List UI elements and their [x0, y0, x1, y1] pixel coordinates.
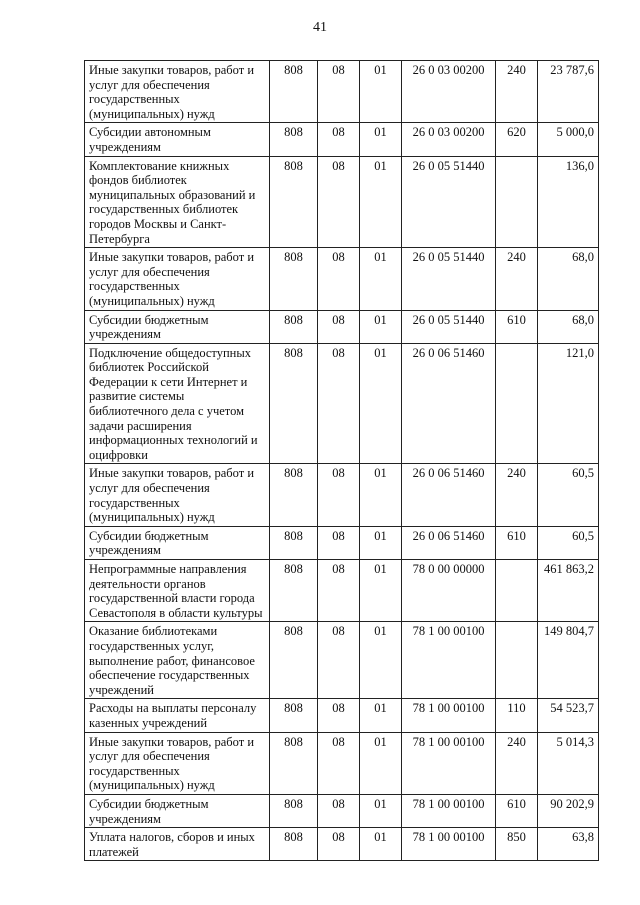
row-rz-cell: 08	[318, 699, 360, 732]
row-vr-cell	[496, 156, 538, 248]
row-csr-cell: 78 1 00 00100	[402, 794, 496, 827]
row-name-cell: Субсидии автономным учреждениям	[85, 123, 270, 156]
row-rz-cell: 08	[318, 732, 360, 794]
row-rz-cell: 08	[318, 794, 360, 827]
row-gr-cell: 808	[270, 622, 318, 699]
row-csr-cell: 26 0 05 51440	[402, 248, 496, 310]
row-gr-cell: 808	[270, 526, 318, 559]
row-vr-cell: 610	[496, 526, 538, 559]
row-vr-cell: 240	[496, 61, 538, 123]
row-vr-cell: 240	[496, 732, 538, 794]
row-pr-cell: 01	[360, 732, 402, 794]
row-pr-cell: 01	[360, 343, 402, 464]
row-sum-cell: 63,8	[538, 828, 599, 861]
row-csr-cell: 26 0 06 51460	[402, 464, 496, 526]
row-pr-cell: 01	[360, 828, 402, 861]
row-name-cell: Расходы на выплаты персоналу казенных учреждений	[85, 699, 270, 732]
table-row	[85, 794, 599, 827]
row-vr-cell: 620	[496, 123, 538, 156]
row-vr-cell: 240	[496, 248, 538, 310]
row-rz-cell: 08	[318, 828, 360, 861]
table-row	[85, 560, 599, 622]
table-row	[85, 699, 599, 732]
row-pr-cell: 01	[360, 248, 402, 310]
row-name-cell: Непрограммные направления деятельности органов государственной власти города Севастополя в области культуры	[85, 560, 270, 622]
table-row	[85, 248, 599, 310]
table-row	[85, 123, 599, 156]
row-sum-cell: 23 787,6	[538, 61, 599, 123]
row-gr-cell: 808	[270, 828, 318, 861]
row-sum-cell: 121,0	[538, 343, 599, 464]
row-pr-cell: 01	[360, 310, 402, 343]
row-pr-cell: 01	[360, 61, 402, 123]
row-gr-cell: 808	[270, 156, 318, 248]
table-row	[85, 61, 599, 123]
row-pr-cell: 01	[360, 794, 402, 827]
row-name-cell: Оказание библиотеками государственных услуг, выполнение работ, финансовое обеспечение государственных учреждений	[85, 622, 270, 699]
row-name-cell: Субсидии бюджетным учреждениям	[85, 310, 270, 343]
row-csr-cell: 26 0 03 00200	[402, 123, 496, 156]
row-rz-cell: 08	[318, 156, 360, 248]
row-gr-cell: 808	[270, 794, 318, 827]
row-vr-cell: 240	[496, 464, 538, 526]
table-row	[85, 310, 599, 343]
row-csr-cell: 26 0 05 51440	[402, 310, 496, 343]
row-vr-cell: 610	[496, 794, 538, 827]
row-name-cell: Подключение общедоступных библиотек Российской Федерации к сети Интернет и развитие системы библиотечного дела с учетом задачи расширения информационных технологий и оцифровки	[85, 343, 270, 464]
row-name-cell: Иные закупки товаров, работ и услуг для обеспечения государственных (муниципальных) нужд	[85, 61, 270, 123]
row-rz-cell: 08	[318, 310, 360, 343]
row-gr-cell: 808	[270, 699, 318, 732]
table-row	[85, 622, 599, 699]
row-name-cell: Иные закупки товаров, работ и услуг для обеспечения государственных (муниципальных) нужд	[85, 732, 270, 794]
row-vr-cell	[496, 343, 538, 464]
row-sum-cell: 68,0	[538, 248, 599, 310]
table-row	[85, 526, 599, 559]
row-pr-cell: 01	[360, 464, 402, 526]
row-csr-cell: 26 0 05 51440	[402, 156, 496, 248]
row-gr-cell: 808	[270, 464, 318, 526]
table-row	[85, 343, 599, 464]
row-name-cell: Комплектование книжных фондов библиотек муниципальных образований и государственных библиотек городов Москвы и Санкт-Петербурга	[85, 156, 270, 248]
row-rz-cell: 08	[318, 560, 360, 622]
row-csr-cell: 78 0 00 00000	[402, 560, 496, 622]
row-pr-cell: 01	[360, 622, 402, 699]
row-sum-cell: 68,0	[538, 310, 599, 343]
row-gr-cell: 808	[270, 560, 318, 622]
row-sum-cell: 5 000,0	[538, 123, 599, 156]
row-rz-cell: 08	[318, 248, 360, 310]
row-pr-cell: 01	[360, 699, 402, 732]
row-sum-cell: 136,0	[538, 156, 599, 248]
row-pr-cell: 01	[360, 123, 402, 156]
row-name-cell: Иные закупки товаров, работ и услуг для обеспечения государственных (муниципальных) нужд	[85, 248, 270, 310]
table-row	[85, 156, 599, 248]
row-gr-cell: 808	[270, 61, 318, 123]
row-rz-cell: 08	[318, 123, 360, 156]
row-gr-cell: 808	[270, 248, 318, 310]
row-vr-cell: 850	[496, 828, 538, 861]
table-row	[85, 828, 599, 861]
row-name-cell: Уплата налогов, сборов и иных платежей	[85, 828, 270, 861]
row-vr-cell	[496, 622, 538, 699]
row-pr-cell: 01	[360, 560, 402, 622]
row-vr-cell: 610	[496, 310, 538, 343]
row-sum-cell: 60,5	[538, 526, 599, 559]
row-csr-cell: 78 1 00 00100	[402, 732, 496, 794]
row-sum-cell: 149 804,7	[538, 622, 599, 699]
row-csr-cell: 26 0 06 51460	[402, 343, 496, 464]
row-pr-cell: 01	[360, 526, 402, 559]
row-sum-cell: 60,5	[538, 464, 599, 526]
row-gr-cell: 808	[270, 343, 318, 464]
row-name-cell: Иные закупки товаров, работ и услуг для обеспечения государственных (муниципальных) нужд	[85, 464, 270, 526]
budget-table	[84, 60, 599, 861]
table-row	[85, 732, 599, 794]
row-vr-cell	[496, 560, 538, 622]
row-csr-cell: 26 0 06 51460	[402, 526, 496, 559]
table-row	[85, 464, 599, 526]
row-rz-cell: 08	[318, 343, 360, 464]
row-sum-cell: 461 863,2	[538, 560, 599, 622]
row-vr-cell: 110	[496, 699, 538, 732]
row-csr-cell: 78 1 00 00100	[402, 622, 496, 699]
row-name-cell: Субсидии бюджетным учреждениям	[85, 794, 270, 827]
row-sum-cell: 54 523,7	[538, 699, 599, 732]
row-rz-cell: 08	[318, 464, 360, 526]
row-gr-cell: 808	[270, 732, 318, 794]
row-csr-cell: 78 1 00 00100	[402, 699, 496, 732]
row-csr-cell: 78 1 00 00100	[402, 828, 496, 861]
row-gr-cell: 808	[270, 310, 318, 343]
row-sum-cell: 5 014,3	[538, 732, 599, 794]
row-name-cell: Субсидии бюджетным учреждениям	[85, 526, 270, 559]
row-gr-cell: 808	[270, 123, 318, 156]
row-sum-cell: 90 202,9	[538, 794, 599, 827]
page-number: 41	[313, 20, 327, 35]
row-rz-cell: 08	[318, 61, 360, 123]
row-rz-cell: 08	[318, 526, 360, 559]
row-pr-cell: 01	[360, 156, 402, 248]
row-csr-cell: 26 0 03 00200	[402, 61, 496, 123]
row-rz-cell: 08	[318, 622, 360, 699]
